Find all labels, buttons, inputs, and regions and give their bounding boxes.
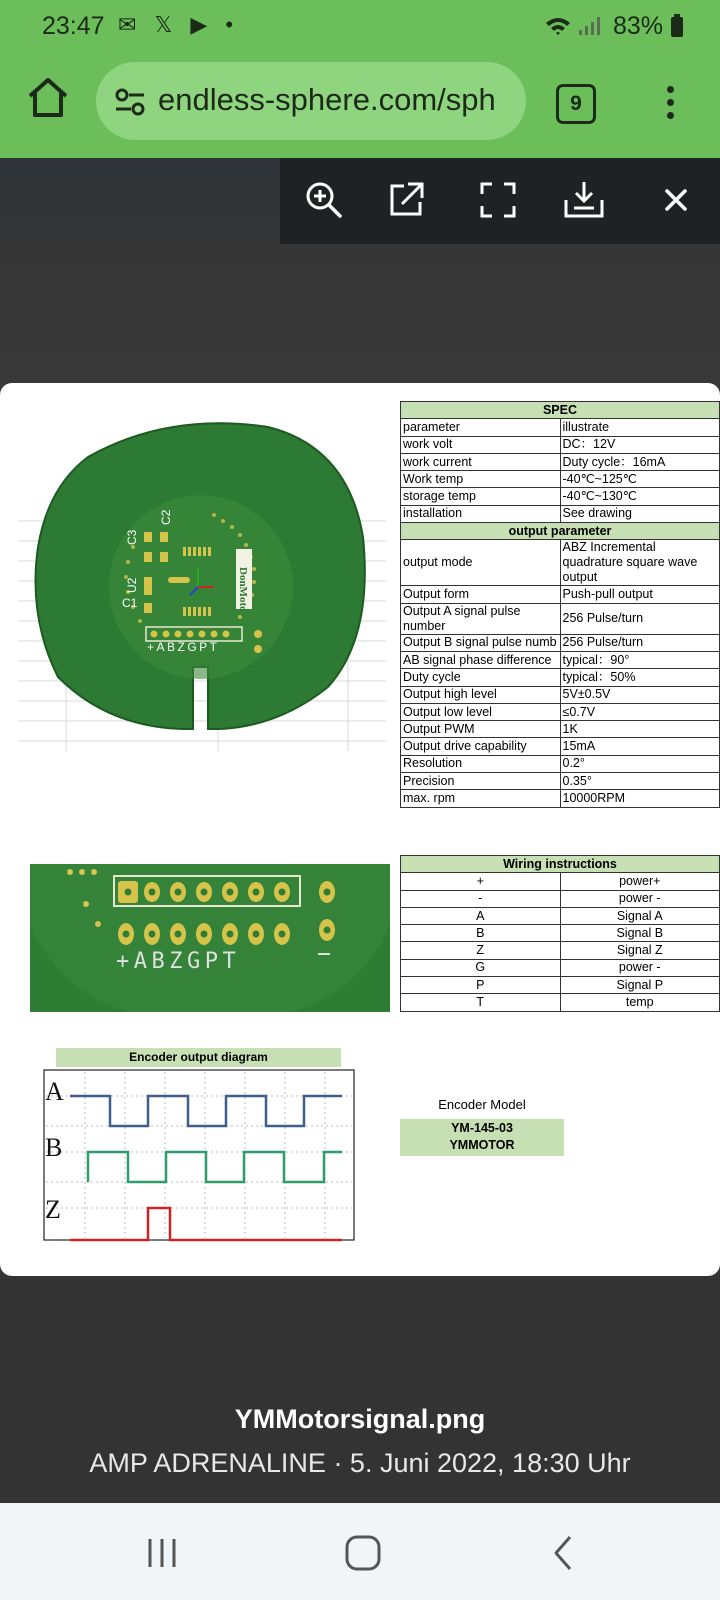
spec-value: 5V±0.5V <box>560 686 720 703</box>
channel-label-b: B <box>45 1133 63 1162</box>
wiring-function: Signal P <box>560 977 720 994</box>
fullscreen-icon[interactable] <box>476 178 520 222</box>
encoder-diagram-title: Encoder output diagram <box>56 1048 341 1067</box>
wiring-row <box>401 907 720 924</box>
spec-row <box>401 790 720 807</box>
wiring-row <box>401 977 720 994</box>
close-icon[interactable] <box>654 178 698 222</box>
wiring-function: Signal B <box>560 925 720 942</box>
pcb-label-c3: C3 <box>125 529 139 545</box>
spec-parameter: Output B signal pulse numb <box>401 634 561 651</box>
notification-icons: ✉ 𝕏 ▶ • <box>118 12 240 37</box>
encoder-model-number: YM-145-03 <box>451 1121 513 1135</box>
spec-value: 10000RPM <box>560 790 720 807</box>
pcb-top-view-image <box>18 417 386 751</box>
spec-parameter: Output drive capability <box>401 738 561 755</box>
spec-parameter: AB signal phase difference <box>401 651 561 668</box>
encoder-output-diagram <box>40 1048 370 1273</box>
spec-row <box>401 436 720 453</box>
spec-row <box>401 738 720 755</box>
spec-value: ≤0.7V <box>560 703 720 720</box>
channel-label-a: A <box>45 1077 64 1106</box>
pcb-label-c2: C2 <box>159 509 173 525</box>
spec-value: Duty cycle：16mA <box>560 453 720 470</box>
spec-value: illustrate <box>560 419 720 436</box>
spec-header-text: SPEC <box>401 402 720 419</box>
back-icon[interactable] <box>544 1533 584 1573</box>
status-right <box>545 12 684 41</box>
spec-parameter: Resolution <box>401 755 561 772</box>
encoder-waveform-chart <box>40 1068 370 1273</box>
download-icon[interactable] <box>562 178 606 222</box>
pcb-closeup-pin-labels: +ABZGPT <box>116 949 241 974</box>
wifi-icon <box>545 16 571 36</box>
wiring-function: power+ <box>560 873 720 890</box>
pcb-label-u2: U2 <box>125 577 139 593</box>
pcb-brand-logo: DonMoto <box>237 567 249 612</box>
wiring-function: power - <box>560 890 720 907</box>
spec-value: See drawing <box>560 505 720 522</box>
wiring-row <box>401 873 720 890</box>
wiring-function: Signal Z <box>560 942 720 959</box>
wiring-row <box>401 925 720 942</box>
system-navigation-bar <box>0 1503 720 1600</box>
wiring-row <box>401 890 720 907</box>
site-settings-icon[interactable] <box>114 86 146 118</box>
spec-value: ABZ Incremental quadrature square wave output <box>560 540 720 586</box>
recent-apps-icon[interactable] <box>142 1533 182 1573</box>
status-time: 23:47 <box>42 12 105 40</box>
wiring-pin: - <box>401 890 561 907</box>
spec-parameter: installation <box>401 505 561 522</box>
spec-parameter: output mode <box>401 540 561 586</box>
spec-row <box>401 586 720 603</box>
battery-icon <box>670 14 684 38</box>
wiring-row <box>401 942 720 959</box>
wiring-pin: + <box>401 873 561 890</box>
spec-value: DC：12V <box>560 436 720 453</box>
spec-parameter: work volt <box>401 436 561 453</box>
spec-value: 0.35° <box>560 773 720 790</box>
pcb-connector-closeup-image <box>30 864 390 1012</box>
spec-parameter: Work temp <box>401 471 561 488</box>
spec-row <box>401 453 720 470</box>
spec-row <box>401 488 720 505</box>
spec-row <box>401 703 720 720</box>
output-parameter-header <box>401 523 720 540</box>
wiring-header <box>401 856 720 873</box>
wiring-header-text: Wiring instructions <box>401 856 720 873</box>
spec-row <box>401 755 720 772</box>
encoder-model-label: Encoder Model <box>438 1097 526 1112</box>
spec-row <box>401 471 720 488</box>
spec-parameter: Duty cycle <box>401 669 561 686</box>
wiring-pin: T <box>401 994 561 1011</box>
wiring-function: power - <box>560 959 720 976</box>
spec-parameter: Output form <box>401 586 561 603</box>
spec-row <box>401 419 720 436</box>
url-text[interactable]: endless-sphere.com/sph <box>158 82 496 117</box>
zoom-in-icon[interactable] <box>302 178 346 222</box>
displayed-image[interactable] <box>0 383 720 1276</box>
spec-table <box>400 401 720 808</box>
status-bar <box>0 0 720 52</box>
wiring-pin: A <box>401 907 561 924</box>
spec-parameter: max. rpm <box>401 790 561 807</box>
spec-header <box>401 402 720 419</box>
spec-parameter: parameter <box>401 419 561 436</box>
spec-row <box>401 669 720 686</box>
wiring-function: temp <box>560 994 720 1011</box>
tab-switcher-button[interactable]: 9 <box>556 84 596 124</box>
spec-row <box>401 505 720 522</box>
spec-parameter: Output A signal pulse number <box>401 603 561 634</box>
spec-value: 256 Pulse/turn <box>560 603 720 634</box>
spec-value: Push-pull output <box>560 586 720 603</box>
spec-row <box>401 603 720 634</box>
battery-percent: 83% <box>613 12 664 40</box>
spec-parameter: Precision <box>401 773 561 790</box>
pcb-label-c1: C1 <box>122 596 138 610</box>
spec-row <box>401 540 720 586</box>
spec-parameter: Output high level <box>401 686 561 703</box>
spec-row <box>401 773 720 790</box>
spec-parameter: work current <box>401 453 561 470</box>
spec-row <box>401 686 720 703</box>
signal-icon <box>578 16 600 36</box>
image-filename: YMMotorsignal.png <box>234 1404 486 1434</box>
more-menu-icon[interactable] <box>658 82 682 122</box>
home-icon[interactable] <box>24 74 72 122</box>
encoder-model-brand: YMMOTOR <box>449 1138 515 1152</box>
spec-value: -40℃~130℃ <box>560 488 720 505</box>
spec-parameter: Output PWM <box>401 721 561 738</box>
encoder-model-box <box>400 1119 564 1156</box>
spec-value: typical：90° <box>560 651 720 668</box>
spec-value: typical：50% <box>560 669 720 686</box>
wiring-pin: B <box>401 925 561 942</box>
image-author-date: AMP ADRENALINE · 5. Juni 2022, 18:30 Uhr <box>89 1448 631 1478</box>
spec-row <box>401 634 720 651</box>
output-parameter-header-text: output parameter <box>401 523 720 540</box>
spec-row <box>401 721 720 738</box>
open-external-icon[interactable] <box>384 178 428 222</box>
spec-value: 0.2° <box>560 755 720 772</box>
browser-top-bar <box>0 0 720 158</box>
wiring-pin: G <box>401 959 561 976</box>
spec-value: 1K <box>560 721 720 738</box>
spec-row <box>401 651 720 668</box>
wiring-pin: Z <box>401 942 561 959</box>
wiring-function: Signal A <box>560 907 720 924</box>
spec-parameter: storage temp <box>401 488 561 505</box>
wiring-row <box>401 994 720 1011</box>
spec-value: 256 Pulse/turn <box>560 634 720 651</box>
home-nav-icon[interactable] <box>343 1533 383 1573</box>
wiring-row <box>401 959 720 976</box>
spec-value: 15mA <box>560 738 720 755</box>
channel-label-z: Z <box>45 1195 61 1224</box>
wiring-table <box>400 855 720 1012</box>
wiring-pin: P <box>401 977 561 994</box>
spec-value: -40℃~125℃ <box>560 471 720 488</box>
address-bar[interactable] <box>96 62 526 140</box>
spec-parameter: Output low level <box>401 703 561 720</box>
pcb-pin-labels: +ABZGPT <box>147 640 220 654</box>
